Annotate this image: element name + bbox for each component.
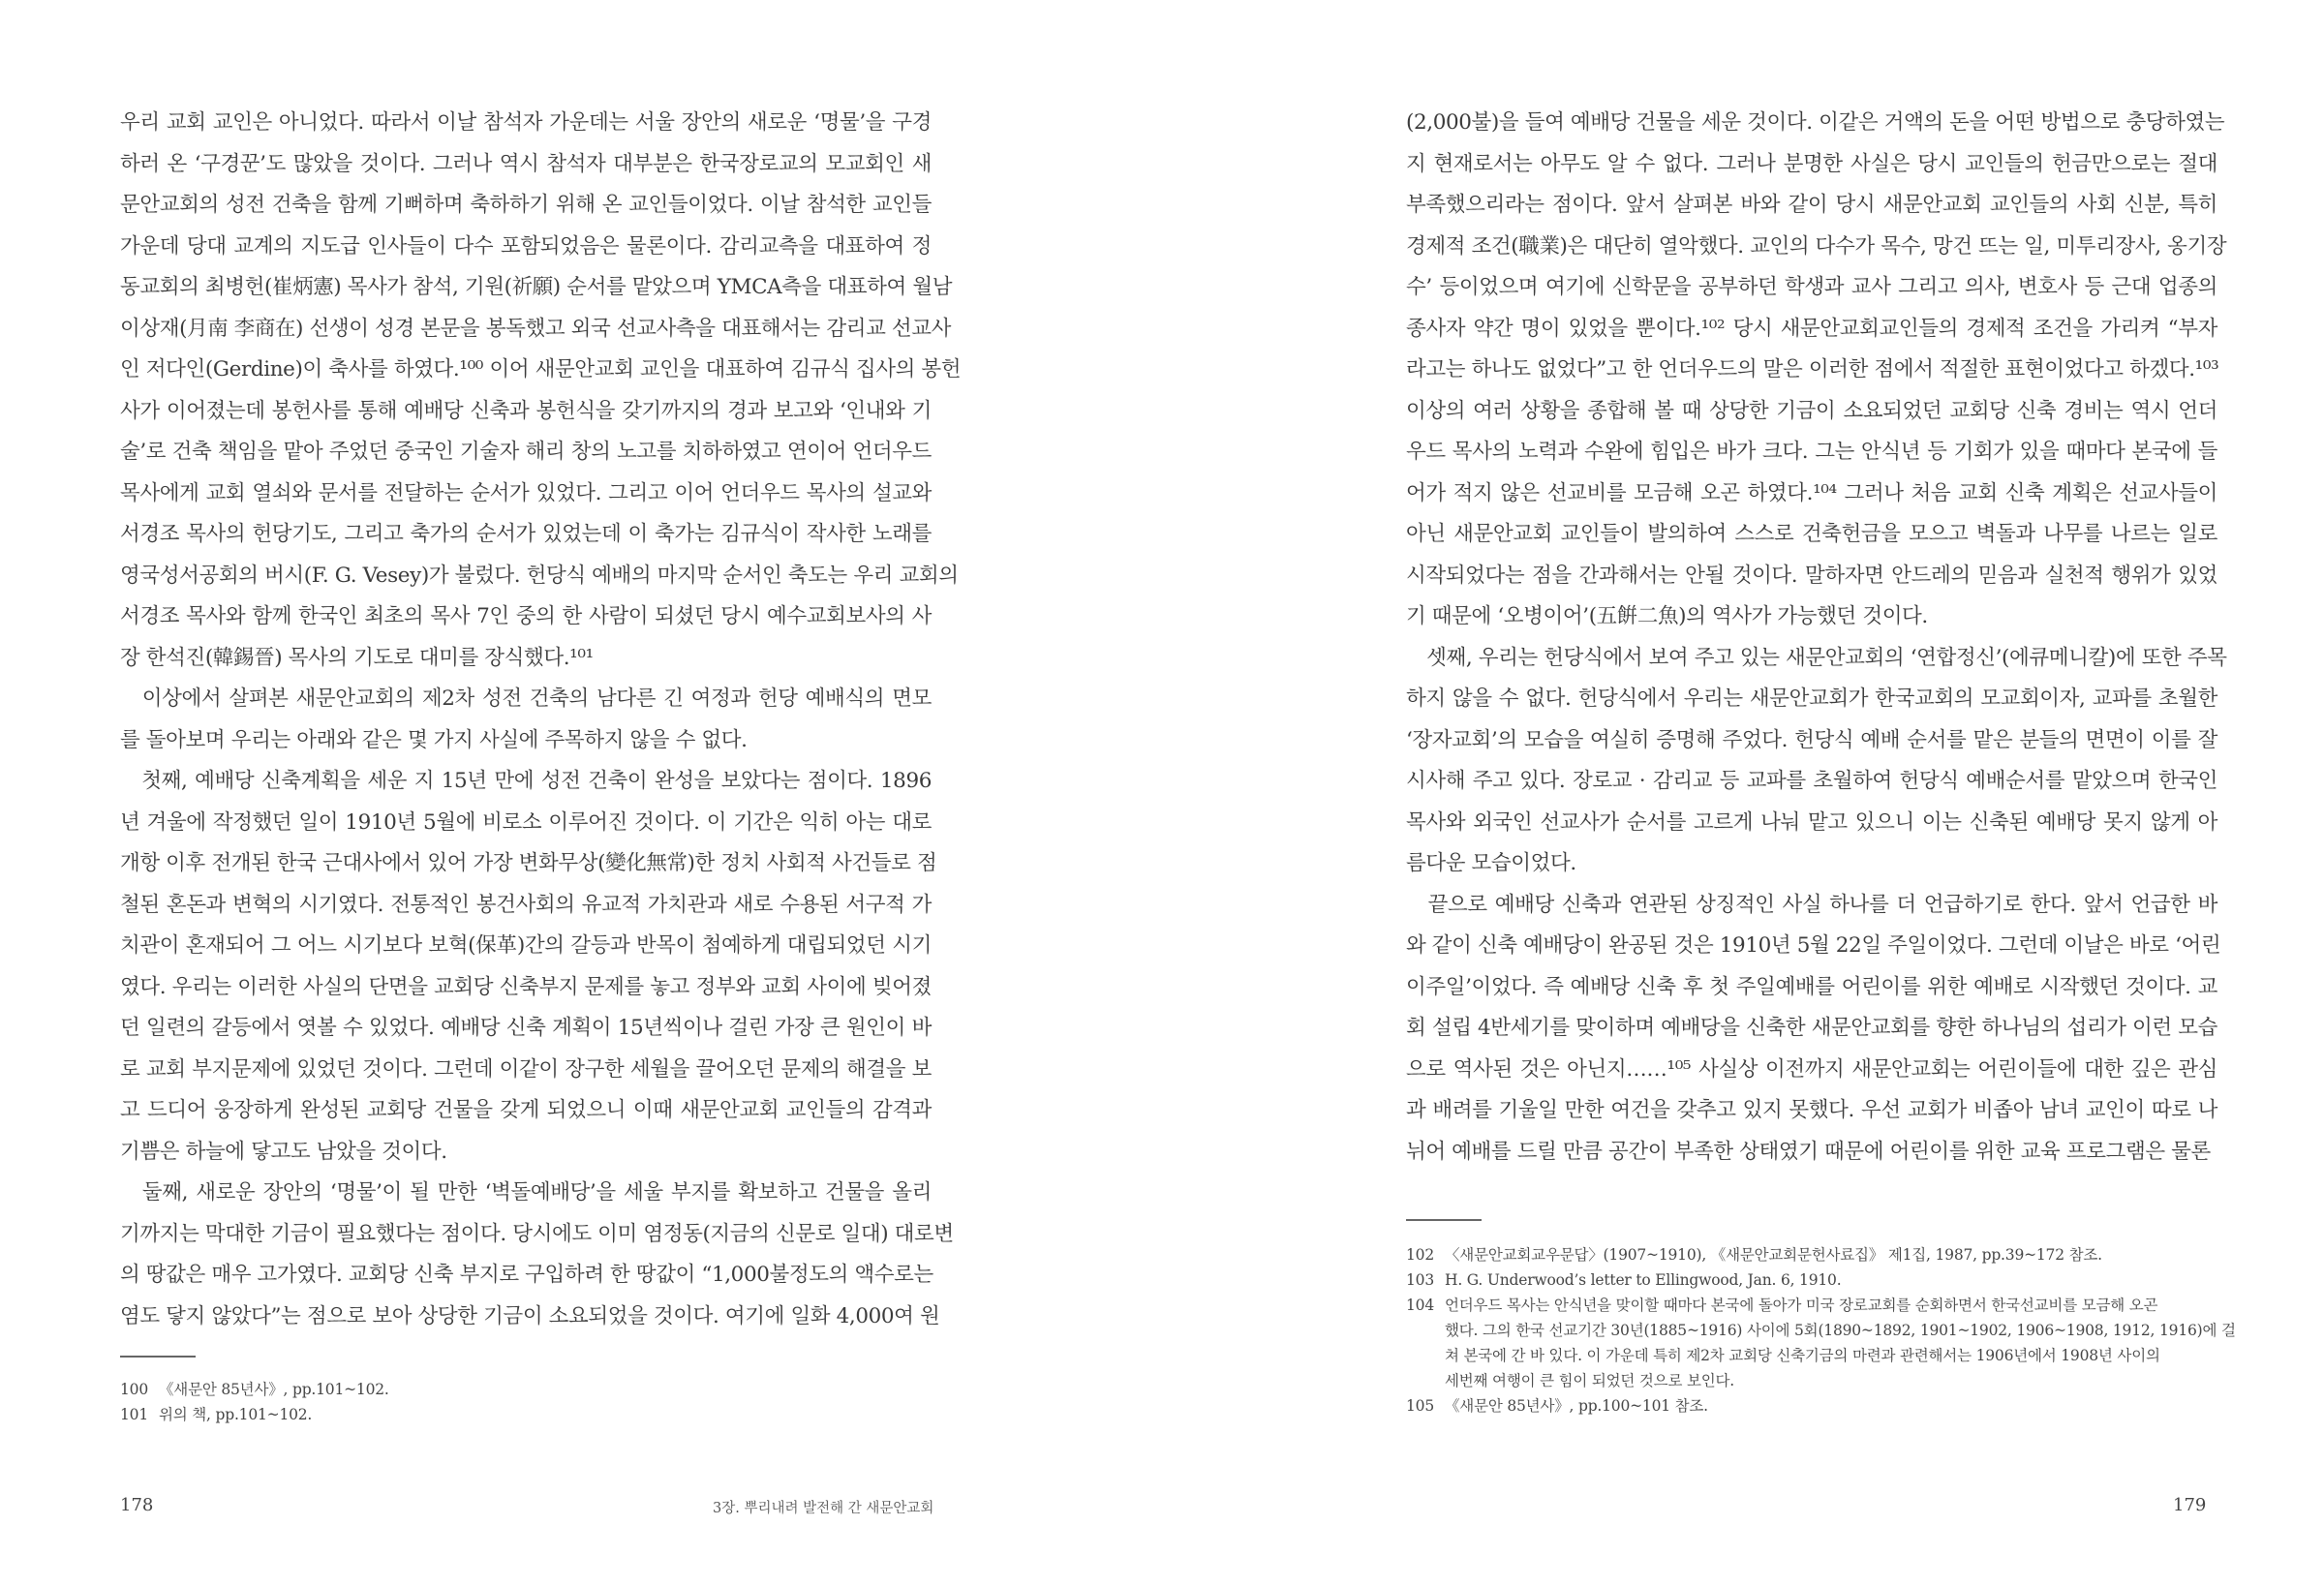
- body-line: 어가 적지 않은 선교비를 모금해 오곤 하였다.¹⁰⁴ 그러나 처음 교회 신축 계획은 선교사들이: [1406, 480, 2217, 505]
- right-footnotes: [1406, 1242, 2236, 1419]
- body-line: 사가 이어졌는데 봉헌사를 통해 예배당 신축과 봉헌식을 갖기까지의 경과 보고와 ‘인내와 기: [120, 398, 932, 423]
- body-line: 던 일련의 갈등에서 엿볼 수 있었다. 예배당 신축 계획이 15년씩이나 걸린 가장 큰 원인이 바: [120, 1016, 932, 1040]
- page-number-left: 178: [120, 1495, 154, 1515]
- body-line: 지 현재로서는 아무도 알 수 없다. 그러나 분명한 사실은 당시 교인들의 헌금만으로는 절대: [1406, 151, 2217, 176]
- body-line: 우리 교회 교인은 아니었다. 따라서 이날 참석자 가운데는 서울 장안의 새로운 ‘명물’을 구경: [120, 110, 932, 135]
- right-body-text: [1406, 103, 2227, 1173]
- body-line: 년 겨울에 작정했던 일이 1910년 5월에 비로소 이루어진 것이다. 이 기간은 익히 아는 대로: [120, 809, 932, 835]
- body-line: 이상에서 살펴본 새문안교회의 제2차 성전 건축의 남다른 긴 여정과 헌당 예배식의 면모: [120, 687, 932, 711]
- body-line: 기 때문에 ‘오병이어’(五餠二魚)의 역사가 가능했던 것이다.: [1406, 604, 1928, 628]
- body-line: 기까지는 막대한 기금이 필요했다는 점이다. 당시에도 이미 염정동(지금의 신문로 일대) 대로변: [120, 1221, 954, 1246]
- body-line: 뉘어 예배를 드릴 만큼 공간이 부족한 상태였기 때문에 어린이를 위한 교육 프로그램은 물론: [1406, 1139, 2211, 1164]
- body-line: 라고는 하나도 없었다”고 한 언더우드의 말은 이러한 점에서 적절한 표현이었다고 하겠다.¹⁰³: [1406, 357, 2219, 381]
- body-line: 목사에게 교회 열쇠와 문서를 전달하는 순서가 있었다. 그리고 이어 언더우드 목사의 설교와: [120, 480, 932, 505]
- body-line: 로 교회 부지문제에 있었던 것이다. 그런데 이같이 장구한 세월을 끌어오던 문제의 해결을 보: [120, 1056, 932, 1082]
- footnote-104-line-3: 쳐 본국에 간 바 있다. 이 가운데 특히 제2차 교회당 신축기금의 마련과 관련해서는 1906년에서 1908년 사이의: [1445, 1347, 2160, 1364]
- body-line: 끝으로 예배당 신축과 연관된 상징적인 사실 하나를 더 언급하기로 한다. 앞서 언급한 바: [1406, 892, 2217, 917]
- body-line: 하러 온 ‘구경꾼’도 많았을 것이다. 그러나 역시 참석자 대부분은 한국장로교의 모교회인 새: [120, 151, 932, 176]
- body-line: 으로 역사된 것은 아닌지……¹⁰⁵ 사실상 이전까지 새문안교회는 어린이들에 대한 깊은 관심: [1406, 1056, 2217, 1082]
- body-line: 고 드디어 웅장하게 완성된 교회당 건물을 갖게 되었으니 이때 새문안교회 교인들의 감격과: [120, 1098, 932, 1122]
- footnote-105: 105 《새문안 85년사》, pp.100~101 참조.: [1406, 1397, 1708, 1415]
- body-line: 를 돌아보며 우리는 아래와 같은 몇 가지 사실에 주목하지 않을 수 없다.: [120, 727, 748, 752]
- body-line: 목사와 외국인 선교사가 순서를 고르게 나눠 맡고 있으니 이는 신축된 예배당 못지 않게 아: [1406, 809, 2217, 835]
- body-line: 부족했으리라는 점이다. 앞서 살펴본 바와 같이 당시 새문안교회 교인들의 사회 신분, 특히: [1406, 193, 2217, 217]
- body-line: 염도 닿지 않았다”는 점으로 보아 상당한 기금이 소요되었을 것이다. 여기에 일화 4,000여 원: [120, 1303, 940, 1328]
- body-line: 의 땅값은 매우 고가였다. 교회당 신축 부지로 구입하려 한 땅값이 “1,000불정도의 액수로는: [120, 1263, 933, 1287]
- body-line: 시사해 주고 있다. 장로교 · 감리교 등 교파를 초월하여 헌당식 예배순서를 맡았으며 한국인: [1406, 769, 2217, 793]
- right-footnote-rule: [1406, 1219, 1482, 1221]
- body-line: 우드 목사의 노력과 수완에 힘입은 바가 크다. 그는 안식년 등 기회가 있을 때마다 본국에 들: [1406, 440, 2217, 464]
- body-line: (2,000불)을 들여 예배당 건물을 세운 것이다. 이같은 거액의 돈을 어떤 방법으로 충당하였는: [1406, 110, 2225, 135]
- body-line: 개항 이후 전개된 한국 근대사에서 있어 가장 변화무상(變化無常)한 정치 사회적 사건들로 점: [120, 851, 937, 875]
- body-line: 동교회의 최병헌(崔炳憲) 목사가 참석, 기원(祈願) 순서를 맡았으며 YMCA측을 대표하여 월남: [120, 275, 953, 299]
- body-line: 첫째, 예배당 신축계획을 세운 지 15년 만에 성전 건축이 완성을 보았다는 점이다. 1896: [120, 769, 932, 793]
- left-footnotes: [120, 1377, 933, 1427]
- body-line: 이상의 여러 상황을 종합해 볼 때 상당한 기금이 소요되었던 교회당 신축 경비는 역시 언더: [1406, 398, 2217, 423]
- body-line: 철된 혼돈과 변혁의 시기였다. 전통적인 봉건사회의 유교적 가치관과 새로 수용된 서구적 가: [120, 892, 932, 917]
- body-line: 인 저다인(Gerdine)이 축사를 하였다.¹⁰⁰ 이어 새문안교회 교인을 대표하여 김규식 집사의 봉헌: [120, 357, 962, 381]
- body-line: 셋째, 우리는 헌당식에서 보여 주고 있는 새문안교회의 ‘연합정신’(에큐메니칼)에 또한 주목: [1406, 645, 2227, 670]
- body-line: 아닌 새문안교회 교인들이 발의하여 스스로 건축헌금을 모으고 벽돌과 나무를 나르는 일로: [1406, 522, 2217, 546]
- body-line: 치관이 혼재되어 그 어느 시기보다 보혁(保革)간의 갈등과 반목이 첨예하게 대립되었던 시기: [120, 933, 932, 958]
- body-line: 둘째, 새로운 장안의 ‘명물’이 될 만한 ‘벽돌예배당’을 세울 부지를 확보하고 건물을 올리: [120, 1180, 932, 1205]
- footnote-102: 102 〈새문안교회교우문답〉(1907~1910), 《새문안교회문헌사료집》 제1집, 1987, pp.39~172 참조.: [1406, 1246, 2102, 1264]
- body-line: 영국성서공회의 버시(F. G. Vesey)가 불렀다. 헌당식 예배의 마지막 순서인 축도는 우리 교회의: [120, 563, 959, 588]
- body-line: 경제적 조건(職業)은 대단히 열악했다. 교인의 다수가 목수, 망건 뜨는 일, 미투리장사, 옹기장: [1406, 233, 2227, 259]
- body-line: 름다운 모습이었다.: [1406, 851, 1576, 875]
- body-line: 수’ 등이었으며 여기에 신학문을 공부하던 학생과 교사 그리고 의사, 변호사 등 근대 업종의: [1406, 275, 2217, 299]
- body-line: 회 설립 4반세기를 맞이하며 예배당을 신축한 새문안교회를 향한 하나님의 섭리가 이런 모습: [1406, 1016, 2217, 1040]
- footnote-100: 100 《새문안 85년사》, pp.101~102.: [120, 1381, 389, 1398]
- body-line: 시작되었다는 점을 간과해서는 안될 것이다. 말하자면 안드레의 믿음과 실천적 행위가 있었: [1406, 563, 2217, 588]
- footnote-104: 104 언더우드 목사는 안식년을 맞이할 때마다 본국에 돌아가 미국 장로교회를 순회하면서 한국선교비를 모금해 오곤: [1406, 1297, 2158, 1314]
- body-line: 서경조 목사와 함께 한국인 최초의 목사 7인 중의 한 사람이 되셨던 당시 예수교회보사의 사: [120, 604, 932, 628]
- right-page: [1162, 0, 2324, 1587]
- body-line: 문안교회의 성전 건축을 함께 기뻐하며 축하하기 위해 온 교인들이었다. 이날 참석한 교인들: [120, 193, 932, 217]
- page-number-right: 179: [2173, 1495, 2207, 1515]
- body-line: 서경조 목사의 헌당기도, 그리고 축가의 순서가 있었는데 이 축가는 김규식이 작사한 노래를: [120, 522, 932, 546]
- body-line: 종사자 약간 명이 있었을 뿐이다.¹⁰² 당시 새문안교회교인들의 경제적 조건을 가리켜 “부자: [1406, 316, 2217, 341]
- body-line: 가운데 당대 교계의 지도급 인사들이 다수 포함되었음은 물론이다. 감리교측을 대표하여 정: [120, 233, 932, 259]
- body-line: 기쁨은 하늘에 닿고도 남았을 것이다.: [120, 1139, 447, 1164]
- body-line: 와 같이 신축 예배당이 완공된 것은 1910년 5월 22일 주일이었다. 그런데 이날은 바로 ‘어린: [1406, 933, 2221, 958]
- left-footnote-rule: [120, 1356, 196, 1358]
- footnote-103: 103 H. G. Underwood’s letter to Ellingwood, Jan. 6, 1910.: [1406, 1271, 1842, 1289]
- running-header: 3장. 뿌리내려 발전해 간 새문안교회: [713, 1501, 934, 1516]
- body-line: 장 한석진(韓錫晉) 목사의 기도로 대미를 장식했다.¹⁰¹: [120, 645, 594, 670]
- body-line: 이상재(月南 李商在) 선생이 성경 본문을 봉독했고 외국 선교사측을 대표해서는 감리교 선교사: [120, 316, 951, 341]
- footnote-101: 101 위의 책, pp.101~102.: [120, 1406, 313, 1423]
- body-line: 이주일’이었다. 즉 예배당 신축 후 첫 주일예배를 어린이를 위한 예배로 시작했던 것이다. 교: [1406, 974, 2217, 999]
- body-line: 술’로 건축 책임을 맡아 주었던 중국인 기술자 해리 창의 노고를 치하하였고 연이어 언더우드: [120, 440, 932, 464]
- body-line: ‘장자교회’의 모습을 여실히 증명해 주었다. 헌당식 예배 순서를 맡은 분들의 면면이 이를 잘: [1406, 727, 2217, 752]
- body-line: 하지 않을 수 없다. 헌당식에서 우리는 새문안교회가 한국교회의 모교회이자, 교파를 초월한: [1406, 687, 2217, 711]
- body-line: 였다. 우리는 이러한 사실의 단면을 교회당 신축부지 문제를 놓고 정부와 교회 사이에 빚어졌: [120, 974, 932, 999]
- body-line: 과 배려를 기울일 만한 여건을 갖추고 있지 못했다. 우선 교회가 비좁아 남녀 교인이 따로 나: [1406, 1098, 2217, 1122]
- footnote-104-line-2: 했다. 그의 한국 선교기간 30년(1885~1916) 사이에 5회(1890~1892, 1901~1902, 1906~1908, 1912, 1916)에 걸: [1445, 1322, 2236, 1339]
- footnote-104-line-4: 세번째 여행이 큰 힘이 되었던 것으로 보인다.: [1445, 1372, 1735, 1389]
- left-body-text: [120, 103, 962, 1337]
